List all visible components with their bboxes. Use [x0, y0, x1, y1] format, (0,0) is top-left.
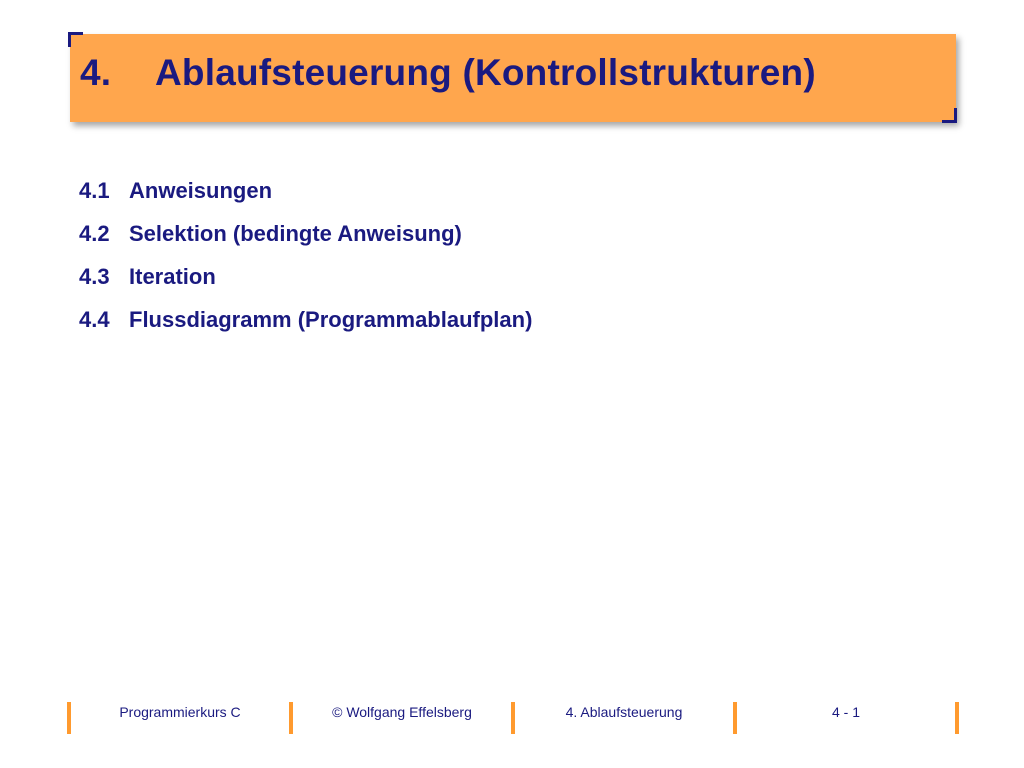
footer-separator — [289, 702, 293, 734]
footer-chapter: 4. Ablaufsteuerung — [565, 704, 683, 720]
toc-item-label: Selektion (bedingte Anweisung) — [129, 221, 462, 246]
footer-separator — [67, 702, 71, 734]
footer-separator — [955, 702, 959, 734]
toc-item-4-4 — [79, 305, 532, 348]
toc-item-4-2 — [79, 219, 532, 262]
toc-item-4-1 — [79, 176, 532, 219]
toc-item-label: Anweisungen — [129, 178, 273, 203]
footer-page-number: 4 - 1 — [831, 704, 860, 720]
slide-title — [80, 52, 816, 94]
footer-separator — [733, 702, 737, 734]
footer-course: Programmierkurs C — [119, 704, 241, 720]
toc-item-number: 4.3 — [79, 264, 110, 289]
slide-title-number: 4. — [80, 52, 112, 93]
toc-item-label: Iteration — [129, 264, 216, 289]
footer-author: © Wolfgang Effelsberg — [332, 704, 472, 720]
toc-item-number: 4.2 — [79, 221, 110, 246]
title-corner-top-left — [68, 32, 83, 47]
toc-item-4-3 — [79, 262, 532, 305]
slide-title-text: Ablaufsteuerung (Kontrollstrukturen) — [155, 52, 816, 93]
title-corner-bottom-right — [942, 108, 957, 123]
toc-item-number: 4.1 — [79, 178, 110, 203]
footer-separator — [511, 702, 515, 734]
table-of-contents — [79, 176, 532, 348]
toc-item-number: 4.4 — [79, 307, 110, 332]
slide-footer — [0, 700, 1024, 736]
toc-item-label: Flussdiagramm (Programmablaufplan) — [129, 307, 533, 332]
